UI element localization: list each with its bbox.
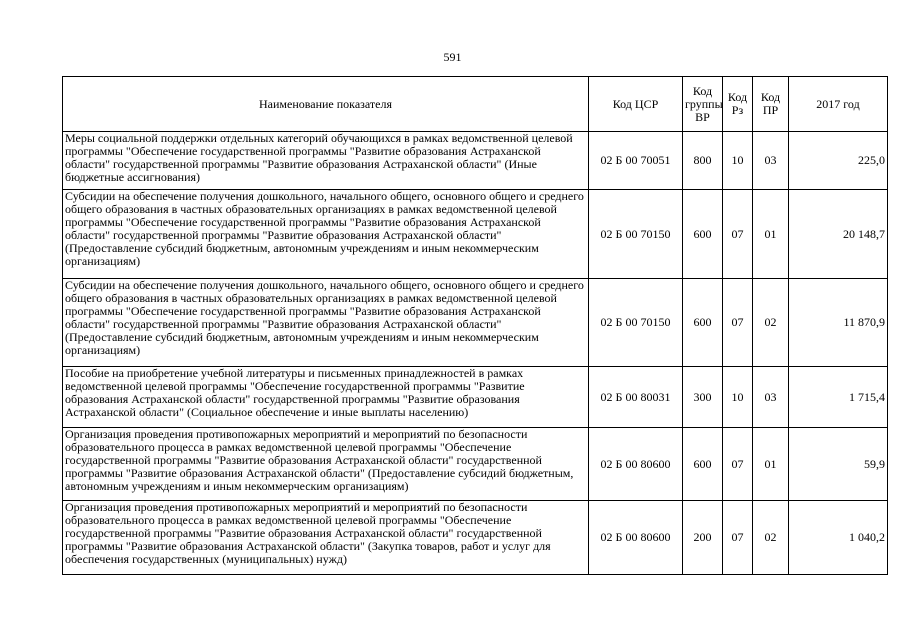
header-name: Наименование показателя bbox=[63, 77, 589, 132]
row-amount: 225,0 bbox=[789, 132, 888, 190]
row-name: Пособие на приобретение учебной литературы и письменных принадлежностей в рамках ведомственной целевой программы "Обеспечение государственной программы "Развитие образования Астраханской области" государственной программы "Развитие образования Астраханской области" (Социальное обеспечение и иные выплаты населению) bbox=[63, 367, 589, 428]
row-rz: 10 bbox=[723, 367, 753, 428]
row-csr: 02 Б 00 70150 bbox=[589, 279, 683, 367]
budget-table bbox=[62, 76, 888, 575]
row-vr: 600 bbox=[683, 279, 723, 367]
row-amount: 1 715,4 bbox=[789, 367, 888, 428]
row-pr: 03 bbox=[753, 132, 789, 190]
row-vr: 600 bbox=[683, 190, 723, 279]
row-name: Меры социальной поддержки отдельных категорий обучающихся в рамках ведомственной целевой программы "Обеспечение государственной программы "Развитие образования Астраханской области" государственной программы "Развитие образования Астраханской области" (Иные бюджетные ассигнования) bbox=[63, 132, 589, 190]
table-row bbox=[63, 367, 888, 428]
table-row bbox=[63, 428, 888, 501]
table-row bbox=[63, 279, 888, 367]
table-row bbox=[63, 190, 888, 279]
row-rz: 07 bbox=[723, 190, 753, 279]
row-name: Организация проведения противопожарных мероприятий и мероприятий по безопасности образовательного процесса в рамках ведомственной целевой программы "Обеспечение государственной программы "Развитие образования Астраханской области" государственной программы "Развитие образования Астраханской области" (Закупка товаров, работ и услуг для обеспечения государственных (муниципальных) нужд) bbox=[63, 501, 589, 575]
row-pr: 02 bbox=[753, 279, 789, 367]
row-csr: 02 Б 00 70051 bbox=[589, 132, 683, 190]
row-amount: 11 870,9 bbox=[789, 279, 888, 367]
row-vr: 600 bbox=[683, 428, 723, 501]
header-pr: Код ПР bbox=[753, 77, 789, 132]
row-rz: 07 bbox=[723, 428, 753, 501]
row-vr: 300 bbox=[683, 367, 723, 428]
row-csr: 02 Б 00 80600 bbox=[589, 501, 683, 575]
row-rz: 07 bbox=[723, 501, 753, 575]
row-csr: 02 Б 00 80600 bbox=[589, 428, 683, 501]
table-row bbox=[63, 501, 888, 575]
row-name: Организация проведения противопожарных мероприятий и мероприятий по безопасности образовательного процесса в рамках ведомственной целевой программы "Обеспечение государственной программы "Развитие образования Астраханской области" государственной программы "Развитие образования Астраханской области" (Предоставление субсидий бюджетным, автономным учреждениям и иным некоммерческим организациям) bbox=[63, 428, 589, 501]
header-vr: Код группы ВР bbox=[683, 77, 723, 132]
page-number: 591 bbox=[443, 50, 462, 64]
row-name: Субсидии на обеспечение получения дошкольного, начального общего, основного общего и среднего общего образования в частных образовательных организациях в рамках ведомственной целевой программы "Обеспечение государственной программы "Развитие образования Астраханской области" государственной программы "Развитие образования Астраханской области" (Предоставление субсидий бюджетным, автономным учреждениям и иным некоммерческим организациям) bbox=[63, 190, 589, 279]
row-pr: 03 bbox=[753, 367, 789, 428]
row-rz: 07 bbox=[723, 279, 753, 367]
header-csr: Код ЦСР bbox=[589, 77, 683, 132]
row-pr: 02 bbox=[753, 501, 789, 575]
row-name: Субсидии на обеспечение получения дошкольного, начального общего, основного общего и среднего общего образования в частных образовательных организациях в рамках ведомственной целевой программы "Обеспечение государственной программы "Развитие образования Астраханской области" государственной программы "Развитие образования Астраханской области" (Предоставление субсидий бюджетным, автономным учреждениям и иным некоммерческим организациям) bbox=[63, 279, 589, 367]
row-vr: 800 bbox=[683, 132, 723, 190]
row-amount: 20 148,7 bbox=[789, 190, 888, 279]
row-amount: 59,9 bbox=[789, 428, 888, 501]
header-year: 2017 год bbox=[789, 77, 888, 132]
row-pr: 01 bbox=[753, 428, 789, 501]
table-row bbox=[63, 132, 888, 190]
row-amount: 1 040,2 bbox=[789, 501, 888, 575]
row-pr: 01 bbox=[753, 190, 789, 279]
table-header-row bbox=[63, 77, 888, 132]
row-csr: 02 Б 00 70150 bbox=[589, 190, 683, 279]
row-vr: 200 bbox=[683, 501, 723, 575]
header-rz: Код Рз bbox=[723, 77, 753, 132]
row-csr: 02 Б 00 80031 bbox=[589, 367, 683, 428]
row-rz: 10 bbox=[723, 132, 753, 190]
